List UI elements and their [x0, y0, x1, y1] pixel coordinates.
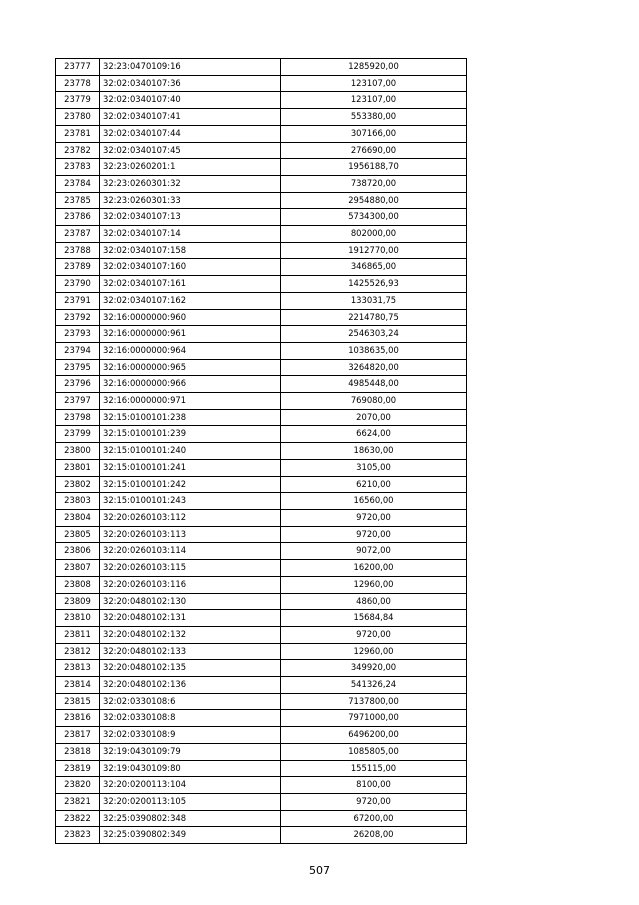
table-row — [56, 259, 467, 276]
row-number-cell: 23789 — [56, 259, 100, 276]
row-number-cell: 23781 — [56, 125, 100, 142]
cadastral-number-cell: 32:20:0260103:114 — [100, 543, 281, 560]
cadastral-number-cell: 32:15:0100101:240 — [100, 443, 281, 460]
cadastral-number-cell: 32:23:0260301:32 — [100, 175, 281, 192]
table-row — [56, 643, 467, 660]
row-number-cell: 23818 — [56, 743, 100, 760]
table-row — [56, 175, 467, 192]
table-row — [56, 59, 467, 76]
table-row — [56, 760, 467, 777]
cadastral-value-cell: 26208,00 — [281, 827, 467, 844]
row-number-cell: 23808 — [56, 576, 100, 593]
cadastral-value-cell: 738720,00 — [281, 175, 467, 192]
cadastral-number-cell: 32:02:0340107:161 — [100, 276, 281, 293]
cadastral-value-cell: 1038635,00 — [281, 342, 467, 359]
cadastral-number-cell: 32:02:0330108:8 — [100, 710, 281, 727]
table-row — [56, 459, 467, 476]
cadastral-value-cell: 6210,00 — [281, 476, 467, 493]
cadastral-number-cell: 32:20:0480102:133 — [100, 643, 281, 660]
table-row — [56, 576, 467, 593]
cadastral-number-cell: 32:02:0330108:9 — [100, 727, 281, 744]
table-row — [56, 593, 467, 610]
cadastral-number-cell: 32:02:0340107:158 — [100, 242, 281, 259]
cadastral-number-cell: 32:20:0480102:130 — [100, 593, 281, 610]
cadastral-value-cell: 276690,00 — [281, 142, 467, 159]
cadastral-number-cell: 32:16:0000000:960 — [100, 309, 281, 326]
cadastral-value-cell: 9720,00 — [281, 793, 467, 810]
cadastral-number-cell: 32:25:0390802:349 — [100, 827, 281, 844]
table-row — [56, 142, 467, 159]
cadastral-value-cell: 9072,00 — [281, 543, 467, 560]
cadastral-value-cell: 18630,00 — [281, 443, 467, 460]
table-row — [56, 660, 467, 677]
cadastral-value-cell: 1956188,70 — [281, 159, 467, 176]
cadastral-number-cell: 32:15:0100101:242 — [100, 476, 281, 493]
row-number-cell: 23798 — [56, 409, 100, 426]
table-row — [56, 326, 467, 343]
cadastral-value-cell: 2954880,00 — [281, 192, 467, 209]
cadastral-number-cell: 32:16:0000000:961 — [100, 326, 281, 343]
table-row — [56, 376, 467, 393]
cadastral-value-cell: 3105,00 — [281, 459, 467, 476]
table-row — [56, 342, 467, 359]
table-row — [56, 777, 467, 794]
row-number-cell: 23800 — [56, 443, 100, 460]
row-number-cell: 23812 — [56, 643, 100, 660]
cadastral-number-cell: 32:20:0260103:116 — [100, 576, 281, 593]
cadastral-value-cell: 16560,00 — [281, 493, 467, 510]
cadastral-number-cell: 32:02:0340107:40 — [100, 92, 281, 109]
cadastral-number-cell: 32:16:0000000:971 — [100, 393, 281, 410]
cadastral-number-cell: 32:19:0430109:79 — [100, 743, 281, 760]
table-row — [56, 677, 467, 694]
table-row — [56, 493, 467, 510]
cadastral-number-cell: 32:15:0100101:239 — [100, 426, 281, 443]
table-row — [56, 92, 467, 109]
row-number-cell: 23810 — [56, 610, 100, 627]
cadastral-value-cell: 4985448,00 — [281, 376, 467, 393]
row-number-cell: 23779 — [56, 92, 100, 109]
row-number-cell: 23777 — [56, 59, 100, 76]
cadastral-value-cell: 1285920,00 — [281, 59, 467, 76]
cadastral-number-cell: 32:02:0340107:162 — [100, 292, 281, 309]
cadastral-number-cell: 32:20:0200113:104 — [100, 777, 281, 794]
table-row — [56, 727, 467, 744]
cadastral-number-cell: 32:20:0260103:113 — [100, 526, 281, 543]
table-row — [56, 226, 467, 243]
row-number-cell: 23814 — [56, 677, 100, 694]
row-number-cell: 23813 — [56, 660, 100, 677]
table-row — [56, 710, 467, 727]
table-body — [56, 59, 467, 844]
table-row — [56, 292, 467, 309]
cadastral-number-cell: 32:16:0000000:965 — [100, 359, 281, 376]
row-number-cell: 23816 — [56, 710, 100, 727]
cadastral-value-cell: 123107,00 — [281, 92, 467, 109]
cadastral-number-cell: 32:15:0100101:243 — [100, 493, 281, 510]
table-row — [56, 526, 467, 543]
cadastral-value-cell: 553380,00 — [281, 109, 467, 126]
row-number-cell: 23790 — [56, 276, 100, 293]
row-number-cell: 23783 — [56, 159, 100, 176]
row-number-cell: 23791 — [56, 292, 100, 309]
cadastral-number-cell: 32:20:0480102:135 — [100, 660, 281, 677]
row-number-cell: 23788 — [56, 242, 100, 259]
row-number-cell: 23803 — [56, 493, 100, 510]
cadastral-number-cell: 32:02:0340107:41 — [100, 109, 281, 126]
row-number-cell: 23815 — [56, 693, 100, 710]
cadastral-value-cell: 2214780,75 — [281, 309, 467, 326]
cadastral-value-cell: 5734300,00 — [281, 209, 467, 226]
table-row — [56, 393, 467, 410]
cadastral-value-cell: 769080,00 — [281, 393, 467, 410]
cadastral-value-cell: 1425526,93 — [281, 276, 467, 293]
table-row — [56, 509, 467, 526]
cadastral-value-cell: 4860,00 — [281, 593, 467, 610]
table-row — [56, 476, 467, 493]
cadastral-number-cell: 32:02:0330108:6 — [100, 693, 281, 710]
row-number-cell: 23811 — [56, 626, 100, 643]
row-number-cell: 23820 — [56, 777, 100, 794]
cadastral-value-cell: 9720,00 — [281, 526, 467, 543]
row-number-cell: 23794 — [56, 342, 100, 359]
row-number-cell: 23778 — [56, 75, 100, 92]
row-number-cell: 23822 — [56, 810, 100, 827]
cadastral-value-table — [55, 58, 467, 844]
row-number-cell: 23780 — [56, 109, 100, 126]
table-row — [56, 359, 467, 376]
row-number-cell: 23802 — [56, 476, 100, 493]
cadastral-value-cell: 133031,75 — [281, 292, 467, 309]
row-number-cell: 23823 — [56, 827, 100, 844]
cadastral-number-cell: 32:20:0480102:131 — [100, 610, 281, 627]
row-number-cell: 23801 — [56, 459, 100, 476]
table-row — [56, 543, 467, 560]
table-row — [56, 309, 467, 326]
row-number-cell: 23792 — [56, 309, 100, 326]
cadastral-value-cell: 802000,00 — [281, 226, 467, 243]
cadastral-value-cell: 12960,00 — [281, 643, 467, 660]
cadastral-value-cell: 15684,84 — [281, 610, 467, 627]
table-row — [56, 693, 467, 710]
row-number-cell: 23817 — [56, 727, 100, 744]
cadastral-number-cell: 32:15:0100101:241 — [100, 459, 281, 476]
table-row — [56, 827, 467, 844]
page-number: 507 — [309, 864, 330, 877]
cadastral-value-cell: 3264820,00 — [281, 359, 467, 376]
cadastral-value-cell: 1912770,00 — [281, 242, 467, 259]
table-row — [56, 409, 467, 426]
table-row — [56, 276, 467, 293]
cadastral-number-cell: 32:15:0100101:238 — [100, 409, 281, 426]
cadastral-value-cell: 2070,00 — [281, 409, 467, 426]
row-number-cell: 23804 — [56, 509, 100, 526]
row-number-cell: 23793 — [56, 326, 100, 343]
row-number-cell: 23786 — [56, 209, 100, 226]
row-number-cell: 23805 — [56, 526, 100, 543]
cadastral-value-cell: 8100,00 — [281, 777, 467, 794]
cadastral-number-cell: 32:02:0340107:14 — [100, 226, 281, 243]
cadastral-number-cell: 32:16:0000000:964 — [100, 342, 281, 359]
cadastral-value-cell: 7971000,00 — [281, 710, 467, 727]
row-number-cell: 23782 — [56, 142, 100, 159]
row-number-cell: 23806 — [56, 543, 100, 560]
table-row — [56, 159, 467, 176]
cadastral-value-cell: 6496200,00 — [281, 727, 467, 744]
cadastral-number-cell: 32:02:0340107:160 — [100, 259, 281, 276]
table-row — [56, 810, 467, 827]
cadastral-number-cell: 32:23:0470109:16 — [100, 59, 281, 76]
cadastral-number-cell: 32:20:0480102:136 — [100, 677, 281, 694]
table-row — [56, 626, 467, 643]
row-number-cell: 23797 — [56, 393, 100, 410]
row-number-cell: 23784 — [56, 175, 100, 192]
row-number-cell: 23796 — [56, 376, 100, 393]
table-row — [56, 242, 467, 259]
cadastral-number-cell: 32:16:0000000:966 — [100, 376, 281, 393]
table-row — [56, 443, 467, 460]
table-row — [56, 560, 467, 577]
table-row — [56, 793, 467, 810]
cadastral-number-cell: 32:23:0260201:1 — [100, 159, 281, 176]
cadastral-value-cell: 2546303,24 — [281, 326, 467, 343]
row-number-cell: 23807 — [56, 560, 100, 577]
row-number-cell: 23785 — [56, 192, 100, 209]
cadastral-value-cell: 6624,00 — [281, 426, 467, 443]
cadastral-number-cell: 32:23:0260301:33 — [100, 192, 281, 209]
cadastral-number-cell: 32:20:0480102:132 — [100, 626, 281, 643]
table-row — [56, 743, 467, 760]
cadastral-value-cell: 67200,00 — [281, 810, 467, 827]
table-row — [56, 109, 467, 126]
table-row — [56, 75, 467, 92]
row-number-cell: 23821 — [56, 793, 100, 810]
cadastral-value-cell: 155115,00 — [281, 760, 467, 777]
cadastral-value-cell: 346865,00 — [281, 259, 467, 276]
cadastral-value-cell: 1085805,00 — [281, 743, 467, 760]
row-number-cell: 23809 — [56, 593, 100, 610]
cadastral-number-cell: 32:20:0260103:115 — [100, 560, 281, 577]
cadastral-value-cell: 16200,00 — [281, 560, 467, 577]
cadastral-number-cell: 32:20:0200113:105 — [100, 793, 281, 810]
cadastral-value-cell: 9720,00 — [281, 509, 467, 526]
row-number-cell: 23787 — [56, 226, 100, 243]
table-row — [56, 209, 467, 226]
cadastral-value-cell: 541326,24 — [281, 677, 467, 694]
cadastral-value-cell: 123107,00 — [281, 75, 467, 92]
table-row — [56, 125, 467, 142]
cadastral-value-cell: 9720,00 — [281, 626, 467, 643]
cadastral-number-cell: 32:19:0430109:80 — [100, 760, 281, 777]
cadastral-number-cell: 32:20:0260103:112 — [100, 509, 281, 526]
cadastral-value-cell: 12960,00 — [281, 576, 467, 593]
row-number-cell: 23795 — [56, 359, 100, 376]
table-row — [56, 610, 467, 627]
cadastral-number-cell: 32:02:0340107:44 — [100, 125, 281, 142]
cadastral-number-cell: 32:02:0340107:13 — [100, 209, 281, 226]
table-row — [56, 192, 467, 209]
cadastral-value-cell: 7137800,00 — [281, 693, 467, 710]
cadastral-number-cell: 32:02:0340107:45 — [100, 142, 281, 159]
row-number-cell: 23819 — [56, 760, 100, 777]
cadastral-number-cell: 32:25:0390802:348 — [100, 810, 281, 827]
table-row — [56, 426, 467, 443]
cadastral-number-cell: 32:02:0340107:36 — [100, 75, 281, 92]
cadastral-value-cell: 307166,00 — [281, 125, 467, 142]
cadastral-value-cell: 349920,00 — [281, 660, 467, 677]
row-number-cell: 23799 — [56, 426, 100, 443]
